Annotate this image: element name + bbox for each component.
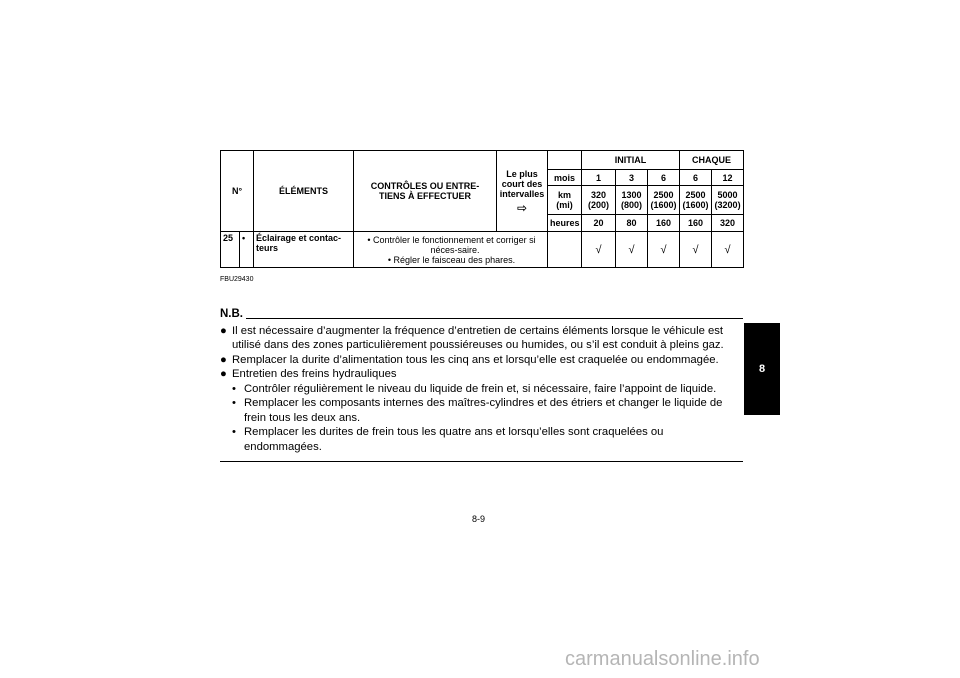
header-initial: INITIAL <box>582 151 680 170</box>
bullet-icon: • <box>232 426 236 438</box>
list-item: ● Remplacer la durite d’alimentation tous les cinq ans et lorsqu’elle est craquelée ou endommagée. <box>220 353 719 366</box>
list-item: ● Entretien des freins hydrauliques <box>220 368 397 380</box>
bullet-icon: • <box>232 397 236 409</box>
list-item: ● Il est nécessaire d’augmenter la fréquence d’entretien de certains éléments lorsque le véhicule est utilisé dans des zones particulièrement poussiéreuses ou humides, ou s’il est conduit à pleins gaz. <box>220 324 724 351</box>
interval-row-months: mois 1 3 6 6 12 <box>221 170 776 186</box>
row-marker: • <box>240 232 254 268</box>
header-checks: CONTRÔLES OU ENTRE-TIENS À EFFECTUER <box>354 151 497 231</box>
row-operations: • Contrôler le fonctionnement et corriger si néces-saire. • Régler le faisceau des phares. <box>354 232 548 268</box>
maintenance-table <box>220 150 776 268</box>
check-mark: √ <box>616 232 648 268</box>
page-number: 8-9 <box>472 514 486 524</box>
note-end-divider <box>220 461 743 462</box>
list-subitem: • Remplacer les durites de frein tous les quatre ans et lorsqu’elles sont craquelées ou endommagées. <box>232 426 664 453</box>
header-interval: Le plus court des intervalles ⇨ <box>499 169 545 215</box>
bullet-icon: ● <box>220 368 227 380</box>
chapter-tab: 8 <box>744 323 780 415</box>
check-mark: √ <box>680 232 712 268</box>
reference-code: FBU29430 <box>220 276 254 283</box>
header-every: CHAQUE <box>680 151 744 170</box>
arrow-right-icon: ⇨ <box>516 201 528 215</box>
note-block <box>220 307 743 462</box>
note-title: N.B. <box>220 308 243 320</box>
watermark: carmanualsonline.info <box>565 648 760 670</box>
row-element: Éclairage et contac-teurs <box>254 232 354 268</box>
bullet-icon: • <box>232 382 236 395</box>
header-number: N° <box>221 151 254 232</box>
check-mark: √ <box>582 232 616 268</box>
bullet-icon: ● <box>220 353 227 366</box>
table-row <box>221 232 776 268</box>
check-mark: √ <box>648 232 680 268</box>
list-subitem: • Contrôler régulièrement le niveau du liquide de frein et, si nécessaire, faire l’appoint de liquide. <box>232 382 717 395</box>
list-subitem: • Remplacer les composants internes des maîtres-cylindres et des étriers et changer le liquide de frein tous les deux ans. <box>232 397 723 424</box>
note-divider <box>246 318 743 319</box>
interval-row-hours: heures 20 80 160 160 320 <box>221 214 776 231</box>
header-elements: ÉLÉMENTS <box>254 151 354 232</box>
check-mark: √ <box>712 232 744 268</box>
interval-row-km: km (mi) 320 (200) 1300 (800) 2500 (1600) 2500 (1600) 5000 (3200) <box>221 186 776 214</box>
row-number: 25 <box>221 232 240 268</box>
bullet-icon: ● <box>220 324 227 337</box>
